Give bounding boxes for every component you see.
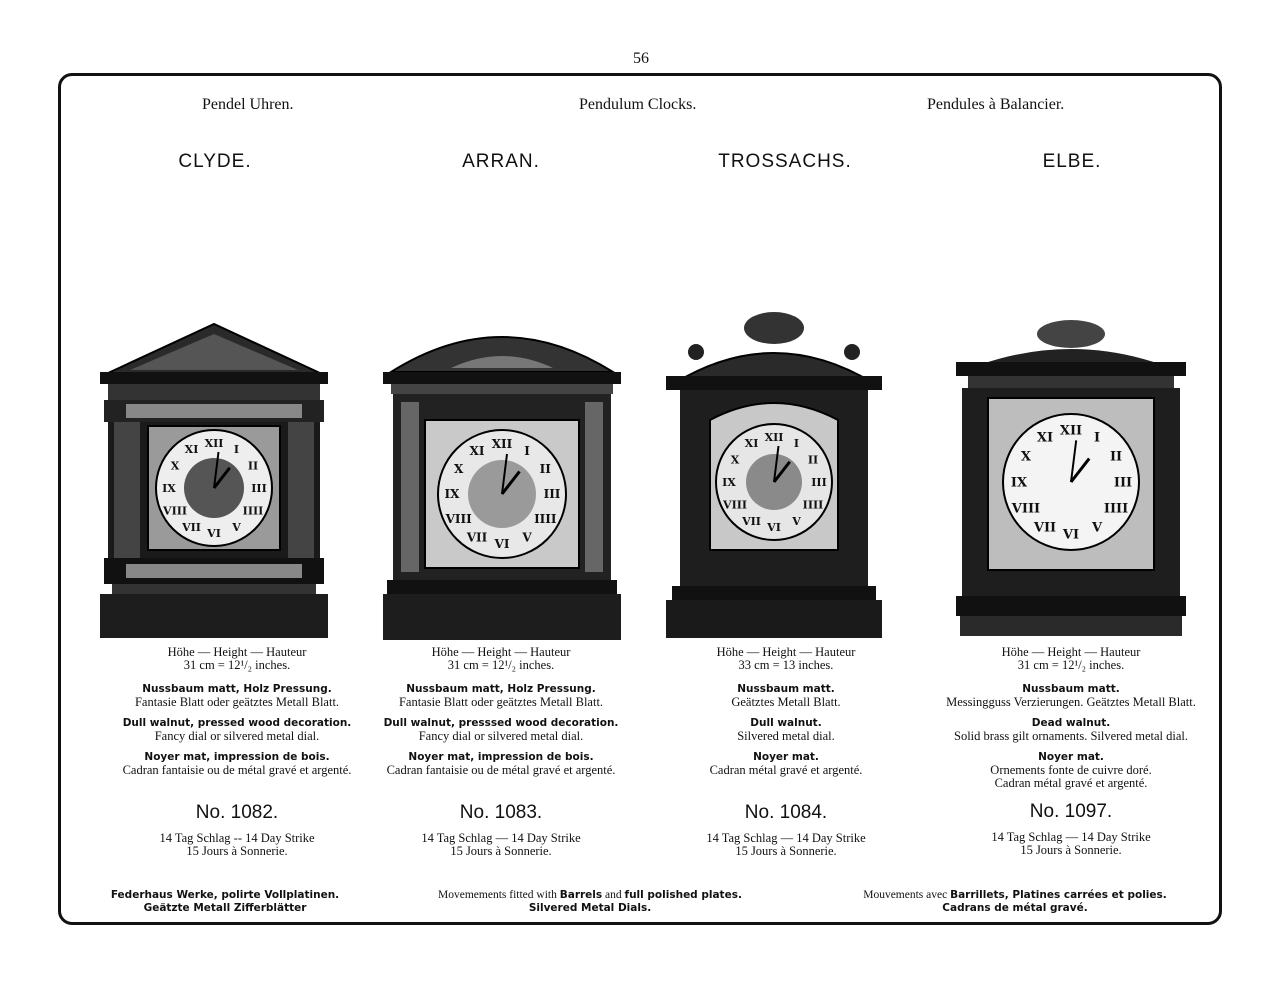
trossachs-clock-illustration xyxy=(666,310,882,638)
footer-french xyxy=(850,889,1180,915)
english-dial: Fancy dial or silvered metal dial. xyxy=(154,729,320,743)
header-french: Pendules à Balancier. xyxy=(927,96,1065,113)
french-dial: Cadran métal gravé et argenté. xyxy=(709,763,863,777)
dial-numeral: V xyxy=(792,514,801,528)
height-label: Höhe — Height — Hauteur xyxy=(1001,645,1141,659)
height-value: 31 cm = 12¹/₂ inches. xyxy=(1017,658,1125,672)
model-number: No. 1082. xyxy=(195,802,279,823)
dial-numeral: VI xyxy=(494,537,510,552)
clock-column-elbe xyxy=(911,646,1231,857)
dial-numeral: I xyxy=(524,443,530,458)
dial-numeral: IX xyxy=(1010,475,1028,491)
height-value: 31 cm = 12¹/₂ inches. xyxy=(183,658,291,672)
elbe-clock-illustration xyxy=(952,314,1190,638)
dial-numeral: IX xyxy=(722,475,736,489)
dial-numeral: I xyxy=(1093,430,1101,446)
german-material: Nussbaum matt. xyxy=(737,683,835,695)
dial-numeral: III xyxy=(543,487,561,502)
dial-numeral: X xyxy=(1020,449,1032,465)
german-material: Nussbaum matt. xyxy=(1022,683,1120,695)
footer-french-text-pre: Mouvements avec xyxy=(863,889,948,901)
dial-numeral: III xyxy=(1113,475,1133,491)
dial-numeral: XII xyxy=(764,430,784,444)
footer-german-line-2: Geätzte Metall Zifferblätter xyxy=(143,902,307,914)
dial-numeral: VIII xyxy=(723,498,748,512)
french-dial-2: Cadran métal gravé et argenté. xyxy=(994,776,1148,790)
dial-numeral: XII xyxy=(1059,423,1083,439)
dial-numeral: I xyxy=(793,436,800,450)
french-material: Noyer mat. xyxy=(753,751,819,763)
dial-numeral: VII xyxy=(742,514,761,528)
dial-numeral: II xyxy=(807,453,819,467)
dial-numeral: VI xyxy=(767,520,781,534)
height-value: 33 cm = 13 inches. xyxy=(738,658,834,672)
footer-english-barrels: Barrels xyxy=(559,889,603,901)
dial-numeral: XI xyxy=(1036,430,1054,446)
dial-numeral: XII xyxy=(491,437,513,452)
german-dial: Fantasie Blatt oder geätztes Metall Blatt. xyxy=(398,695,604,709)
dial-numeral: X xyxy=(730,453,740,467)
english-material: Dull walnut. xyxy=(750,717,822,729)
english-dial: Solid brass gilt ornaments. Silvered metal dial. xyxy=(954,729,1188,743)
dial-numeral: IX xyxy=(162,481,176,495)
clock-column-arran xyxy=(341,646,661,858)
dial-numeral: IIII xyxy=(802,498,824,512)
strike-line-2: 15 Jours à Sonnerie. xyxy=(1020,843,1122,857)
dial-numeral: VII xyxy=(466,530,488,545)
german-dial: Fantasie Blatt oder geätztes Metall Blatt. xyxy=(134,695,340,709)
dial-numeral: XI xyxy=(744,436,759,450)
footer-french-line-2: Cadrans de métal gravé. xyxy=(942,902,1088,914)
strike-line-2: 15 Jours à Sonnerie. xyxy=(450,844,552,858)
dial-numeral: XII xyxy=(204,436,224,450)
clock-name-clyde: CLYDE. xyxy=(178,151,252,172)
strike-line-1: 14 Tag Schlag -- 14 Day Strike xyxy=(159,831,315,845)
dial-numeral: VIII xyxy=(445,512,472,527)
french-material: Noyer mat, impression de bois. xyxy=(144,751,330,763)
dial-numeral: IIII xyxy=(242,504,264,518)
french-dial: Ornements fonte de cuivre doré. xyxy=(990,763,1152,777)
height-label: Höhe — Height — Hauteur xyxy=(431,645,571,659)
clock-name-trossachs: TROSSACHS. xyxy=(718,151,852,172)
model-number: No. 1084. xyxy=(744,802,828,823)
model-number: No. 1083. xyxy=(459,802,543,823)
english-dial: Fancy dial or silvered metal dial. xyxy=(418,729,584,743)
height-value: 31 cm = 12¹/₂ inches. xyxy=(447,658,555,672)
dial-numeral: II xyxy=(247,459,259,473)
footer-english xyxy=(400,889,780,915)
dial-numeral: III xyxy=(251,481,267,495)
english-dial: Silvered metal dial. xyxy=(737,729,835,743)
dial-numeral: III xyxy=(811,475,827,489)
page-number: 56 xyxy=(633,50,649,67)
footer-english-text-mid: and xyxy=(605,889,622,901)
dial-numeral: VII xyxy=(182,520,201,534)
dial-numeral: X xyxy=(454,462,464,477)
german-dial: Messingguss Verzierungen. Geätztes Metall Blatt. xyxy=(946,695,1196,709)
dial-numeral: II xyxy=(1109,449,1123,465)
german-dial: Geätztes Metall Blatt. xyxy=(731,695,841,709)
footer-german xyxy=(100,889,350,915)
strike-line-1: 14 Tag Schlag — 14 Day Strike xyxy=(991,830,1151,844)
dial-numeral: IIII xyxy=(1103,501,1129,517)
french-dial: Cadran fantaisie ou de métal gravé et argenté. xyxy=(122,763,352,777)
french-dial: Cadran fantaisie ou de métal gravé et argenté. xyxy=(386,763,616,777)
french-material: Noyer mat, impression de bois. xyxy=(408,751,594,763)
dial-numeral: VI xyxy=(1062,527,1080,543)
german-material: Nussbaum matt, Holz Pressung. xyxy=(406,683,596,695)
arran-clock-illustration xyxy=(381,322,623,640)
footer-french-line-1 xyxy=(850,889,1180,902)
english-material: Dull walnut, presssed wood decoration. xyxy=(383,717,619,729)
dial-numeral: VI xyxy=(207,526,221,540)
dial-numeral: II xyxy=(539,462,551,477)
dial-numeral: V xyxy=(1091,520,1103,536)
clock-name-elbe: ELBE. xyxy=(1042,151,1102,172)
header-german: Pendel Uhren. xyxy=(202,96,294,113)
strike-line-2: 15 Jours à Sonnerie. xyxy=(735,844,837,858)
clyde-clock-illustration xyxy=(96,322,332,640)
dial-numeral: XI xyxy=(469,443,485,458)
dial-numeral: V xyxy=(232,520,241,534)
dial-numeral: IX xyxy=(444,487,460,502)
strike-line-1: 14 Tag Schlag — 14 Day Strike xyxy=(706,831,866,845)
dial-numeral: VII xyxy=(1033,520,1057,536)
english-material: Dull walnut, pressed wood decoration. xyxy=(122,717,352,729)
dial-numeral: V xyxy=(522,530,532,545)
footer-german-line-1: Federhaus Werke, polirte Vollplatinen. xyxy=(110,889,340,901)
dial-numeral: VIII xyxy=(1011,501,1041,517)
height-label: Höhe — Height — Hauteur xyxy=(716,645,856,659)
footer-english-plates: full polished plates. xyxy=(624,889,742,901)
dial-numeral: VIII xyxy=(163,504,188,518)
model-number: No. 1097. xyxy=(1029,801,1113,822)
footer-english-line-1 xyxy=(400,889,780,902)
dial-numeral: IIII xyxy=(534,512,557,527)
dial-numeral: I xyxy=(233,442,240,456)
height-label: Höhe — Height — Hauteur xyxy=(167,645,307,659)
footer-english-line-2: Silvered Metal Dials. xyxy=(528,902,652,914)
english-material: Dead walnut. xyxy=(1031,717,1111,729)
clock-column-trossachs xyxy=(626,646,946,858)
clock-name-arran: ARRAN. xyxy=(462,151,540,172)
dial-numeral: X xyxy=(170,459,180,473)
footer-english-text-pre: Movemements fitted with xyxy=(438,889,557,901)
dial-numeral: XI xyxy=(184,442,199,456)
header-english: Pendulum Clocks. xyxy=(579,96,697,113)
footer-french-bold: Barrillets, Platines carrées et polies. xyxy=(950,889,1167,901)
strike-line-1: 14 Tag Schlag — 14 Day Strike xyxy=(421,831,581,845)
german-material: Nussbaum matt, Holz Pressung. xyxy=(142,683,332,695)
french-material: Noyer mat. xyxy=(1038,751,1104,763)
strike-line-2: 15 Jours à Sonnerie. xyxy=(186,844,288,858)
